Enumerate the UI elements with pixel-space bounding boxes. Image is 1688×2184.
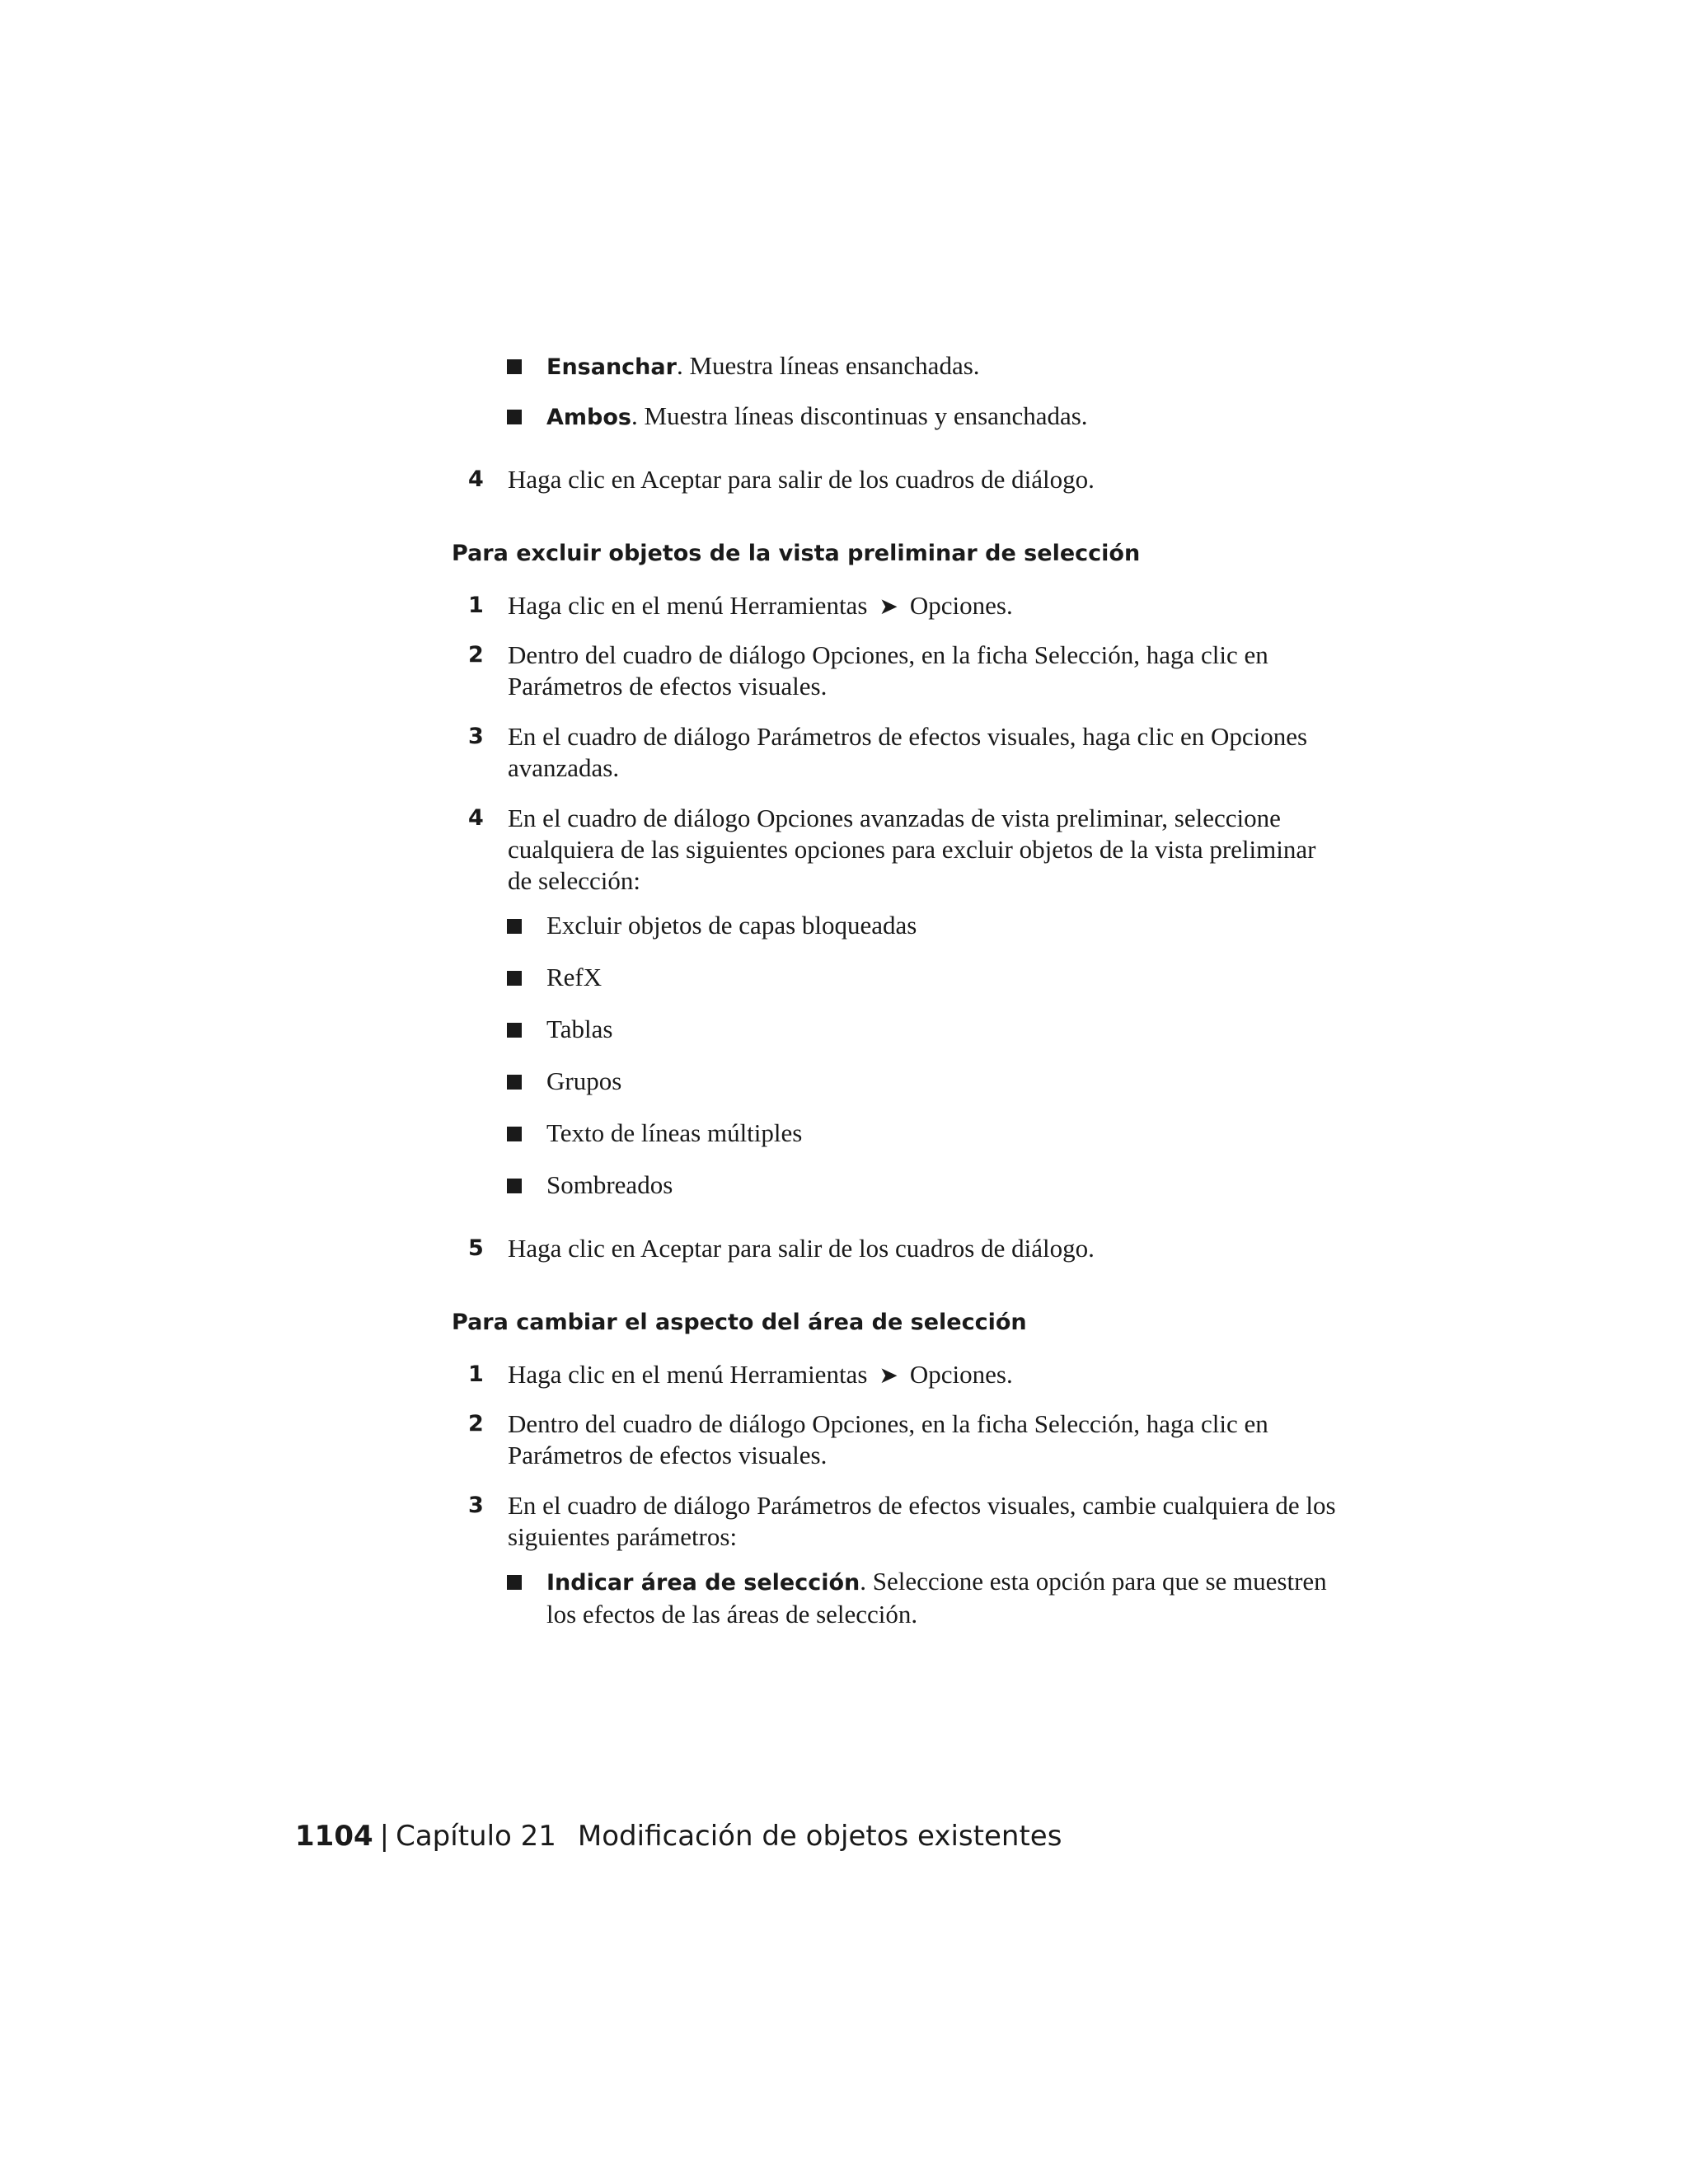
step-number: 4	[468, 466, 484, 492]
list-item	[507, 1566, 1339, 1630]
square-bullet-icon	[507, 1179, 522, 1193]
option-term: Indicar área de selección	[546, 1570, 860, 1596]
list-item	[507, 962, 1339, 993]
step-item	[468, 1359, 1342, 1391]
step-item	[468, 803, 1342, 897]
list-item	[507, 1169, 1339, 1201]
section-heading: Para cambiar el aspecto del área de selección	[452, 1310, 1027, 1335]
step-number: 2	[468, 642, 484, 668]
list-item	[507, 1118, 1339, 1149]
menu-arrow-icon: ➤	[879, 1361, 898, 1389]
step-text: Haga clic en el menú Herramientas	[508, 1360, 868, 1389]
step-item	[468, 721, 1342, 784]
option-label: Texto de líneas múltiples	[546, 1118, 803, 1147]
step-text: En el cuadro de diálogo Parámetros de efectos visuales, haga clic en Opciones avanzadas.	[508, 722, 1308, 782]
square-bullet-icon	[507, 1075, 522, 1090]
step-number: 1	[468, 1361, 484, 1387]
list-item	[507, 1066, 1339, 1097]
list-item	[507, 401, 1339, 434]
square-bullet-icon	[507, 919, 522, 934]
step-item	[468, 1490, 1342, 1553]
step-number: 1	[468, 593, 484, 618]
step-item	[468, 1233, 1342, 1264]
menu-arrow-icon: ➤	[879, 593, 898, 620]
option-description: . Seleccione esta opción para que se muestren los efectos de las áreas de selección.	[546, 1567, 1327, 1629]
step-item	[468, 464, 1342, 495]
step-text: Opciones.	[909, 591, 1013, 620]
step-text: Haga clic en Aceptar para salir de los cuadros de diálogo.	[508, 1234, 1095, 1263]
step-item	[468, 640, 1342, 702]
step-number: 5	[468, 1235, 484, 1261]
square-bullet-icon	[507, 410, 522, 424]
chapter-title: Modificación de objetos existentes	[577, 1820, 1062, 1853]
step-number: 3	[468, 724, 484, 749]
list-item	[507, 910, 1339, 941]
square-bullet-icon	[507, 1575, 522, 1590]
step-text: En el cuadro de diálogo Opciones avanzadas de vista preliminar, seleccione cualquiera de las siguientes opciones para excluir objetos de la vista preliminar de selección:	[508, 804, 1316, 895]
step-item	[468, 590, 1342, 622]
square-bullet-icon	[507, 1127, 522, 1141]
option-description: . Muestra líneas ensanchadas.	[676, 351, 980, 380]
page-footer	[295, 1818, 1062, 1854]
step-text: Dentro del cuadro de diálogo Opciones, en la ficha Selección, haga clic en Parámetros de efectos visuales.	[508, 640, 1268, 701]
option-label: Tablas	[546, 1015, 613, 1043]
step-text: Haga clic en el menú Herramientas	[508, 591, 868, 620]
section-heading: Para excluir objetos de la vista preliminar de selección	[452, 541, 1141, 566]
option-label: Excluir objetos de capas bloqueadas	[546, 911, 917, 940]
step-number: 2	[468, 1411, 484, 1436]
option-term: Ambos	[546, 405, 631, 430]
step-text: Dentro del cuadro de diálogo Opciones, en la ficha Selección, haga clic en Parámetros de efectos visuales.	[508, 1409, 1268, 1469]
list-item	[507, 1014, 1339, 1045]
square-bullet-icon	[507, 1023, 522, 1038]
option-label: RefX	[546, 963, 603, 991]
step-number: 3	[468, 1493, 484, 1518]
page-number: 1104	[295, 1820, 373, 1853]
option-description: . Muestra líneas discontinuas y ensanchadas.	[631, 401, 1088, 430]
step-text: Haga clic en Aceptar para salir de los cuadros de diálogo.	[508, 465, 1095, 494]
chapter-label: Capítulo 21	[396, 1820, 556, 1853]
list-item	[507, 350, 1339, 383]
option-label: Grupos	[546, 1066, 622, 1095]
step-number: 4	[468, 805, 484, 831]
step-item	[468, 1408, 1342, 1471]
option-term: Ensanchar	[546, 354, 677, 380]
step-text: En el cuadro de diálogo Parámetros de efectos visuales, cambie cualquiera de los siguientes parámetros:	[508, 1491, 1336, 1551]
option-label: Sombreados	[546, 1170, 673, 1199]
square-bullet-icon	[507, 359, 522, 374]
square-bullet-icon	[507, 971, 522, 986]
step-text: Opciones.	[909, 1360, 1013, 1389]
footer-separator: |	[379, 1820, 390, 1853]
